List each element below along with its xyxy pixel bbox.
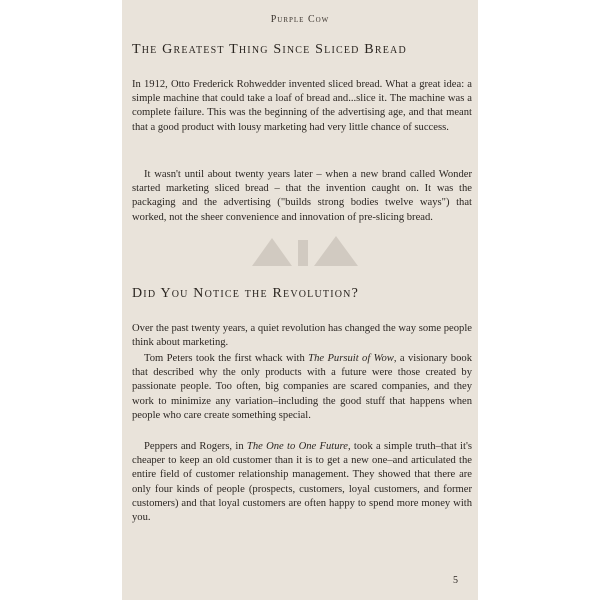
paragraph-revolution-3: [132, 440, 472, 525]
text-run: , a visionary book that described why the only products with a future were those created by passionate people. Too often, big companies are scared companies, and they work to minimize any variation–including the good stuff that happens when people who care create something special.: [132, 353, 472, 421]
running-header: Purple Cow: [270, 14, 330, 25]
paragraph-revolution-2: [132, 352, 472, 423]
section-heading-revolution: Did You Notice the Revolution?: [132, 286, 359, 301]
book-title-pursuit-of-wow: The Pursuit of Wow: [308, 353, 394, 364]
book-page: [122, 0, 478, 600]
text-run: Tom Peters took the first whack with: [144, 353, 309, 364]
paragraph-revolution-1: Over the past twenty years, a quiet revolution has changed the way some people think about marketing.: [132, 323, 472, 349]
page-number: 5: [453, 575, 458, 586]
book-title-one-to-one-future: The One to One Future: [246, 441, 348, 452]
paragraph-sliced-bread-2: It wasn't until about twenty years later – when a new brand called Wonder started marketing sliced bread – that the invention caught on. It was the packaging and the advertising ("builds strong bodies twelve ways") that worked, not the sheer convenience and innovation of pre-slicing bread.: [132, 169, 472, 223]
text-run: , took a simple truth–that it's cheaper to keep an old customer than it is to get a new one–and articulated the entire field of customer relationship management. They showed that there are only four kinds of people (prospects, customers, loyal customers, and former customers) and that loyal customers are often happy to spend more money with you.: [132, 441, 472, 524]
paragraph-sliced-bread-1: In 1912, Otto Frederick Rohwedder invented sliced bread. What a great idea: a simple machine that could take a loaf of bread and...slice it. The machine was a complete failure. This was the beginning of the advertising age, and that meant that a good product with lousy marketing had very little chance of success.: [132, 79, 472, 133]
text-run: Peppers and Rogers, in: [144, 441, 247, 452]
section-heading-sliced-bread: The Greatest Thing Since Sliced Bread: [132, 42, 407, 57]
show-through-watermark: [248, 232, 366, 268]
